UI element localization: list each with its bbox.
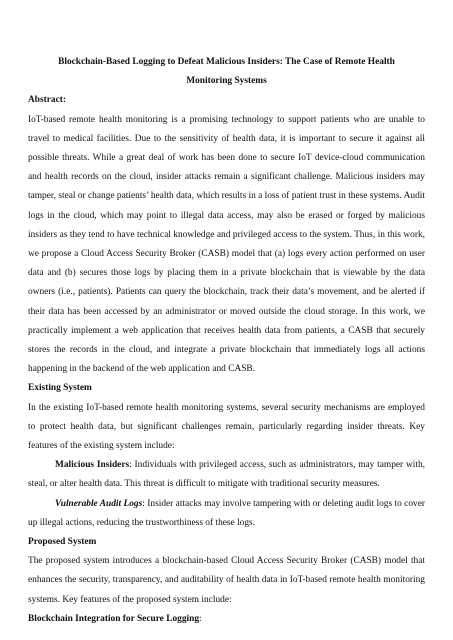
- existing-item-term: Malicious Insiders: [55, 460, 130, 471]
- proposed-system-paragraph: The proposed system introduces a blockchain-based Cloud Access Security Broker (CASB) model that enhances the security, transparency, and auditability of health data in IoT-based remote health monitoring systems. Key features of the proposed system include:: [28, 556, 425, 605]
- existing-item-text: : Insider attacks may involve tampering with or deleting audit logs to cover up illegal actions, reducing the trustworthiness of these logs.: [28, 498, 425, 528]
- document-title: Blockchain-Based Logging to Defeat Malicious Insiders: The Case of Remote Health Monitoring Systems: [58, 57, 395, 87]
- document-body: [28, 53, 425, 629]
- abstract-heading: Abstract:: [28, 95, 67, 106]
- proposed-system-heading: Proposed System: [28, 537, 97, 548]
- existing-system-heading: Existing System: [28, 383, 92, 394]
- blockchain-heading-text: Blockchain Integration for Secure Logging: [28, 613, 200, 624]
- existing-item-vulnerable-audit-logs: [28, 495, 425, 533]
- existing-system-paragraph: In the existing IoT-based remote health monitoring systems, several security mechanisms are employed to protect health data, but significant challenges remain, particularly regarding insider threats. Key features of the existing system include:: [28, 402, 425, 452]
- abstract-paragraph: IoT-based remote health monitoring is a promising technology to support patients who are unable to travel to medical facilities. Due to the sensitivity of health data, it is important to secure it against all possible threats. While a great deal of work has been done to secure IoT device-cloud communication and health records on the cloud, insider attacks remain a significant challenge. Malicious insiders may tamper, steal or change patients’ health data, which results in a loss of patient trust in these systems. Audit logs in the cloud, which may point to illegal data access, may also be erased or forged by malicious insiders as they tend to have technical knowledge and privileged access to the system. Thus, in this work, we propose a Cloud Access Security Broker (CASB) model that (a) logs every action performed on user data and (b) secures those logs by placing them in a private blockchain that is viewable by the data owners (i.e., patients). Patients can query the blockchain, track their data’s movement, and be alerted if their data has been accessed by an administrator or moved outside the cloud storage. In this work, we practically implement a web application that receives health data from patients, a CASB that securely stores the records in the cloud, and integrate a private blockchain that immediately logs all actions happening in the backend of the web application and CASB.: [28, 114, 426, 375]
- existing-item-malicious-insiders: [28, 456, 425, 494]
- blockchain-integration-heading: [28, 610, 425, 629]
- blockchain-heading-suffix: :: [199, 613, 202, 624]
- existing-item-text: : Individuals with privileged access, such as administrators, may tamper with, steal, or alter health data. This threat is difficult to mitigate with traditional security measures.: [28, 460, 425, 490]
- existing-item-term: Vulnerable Audit Logs: [55, 498, 143, 509]
